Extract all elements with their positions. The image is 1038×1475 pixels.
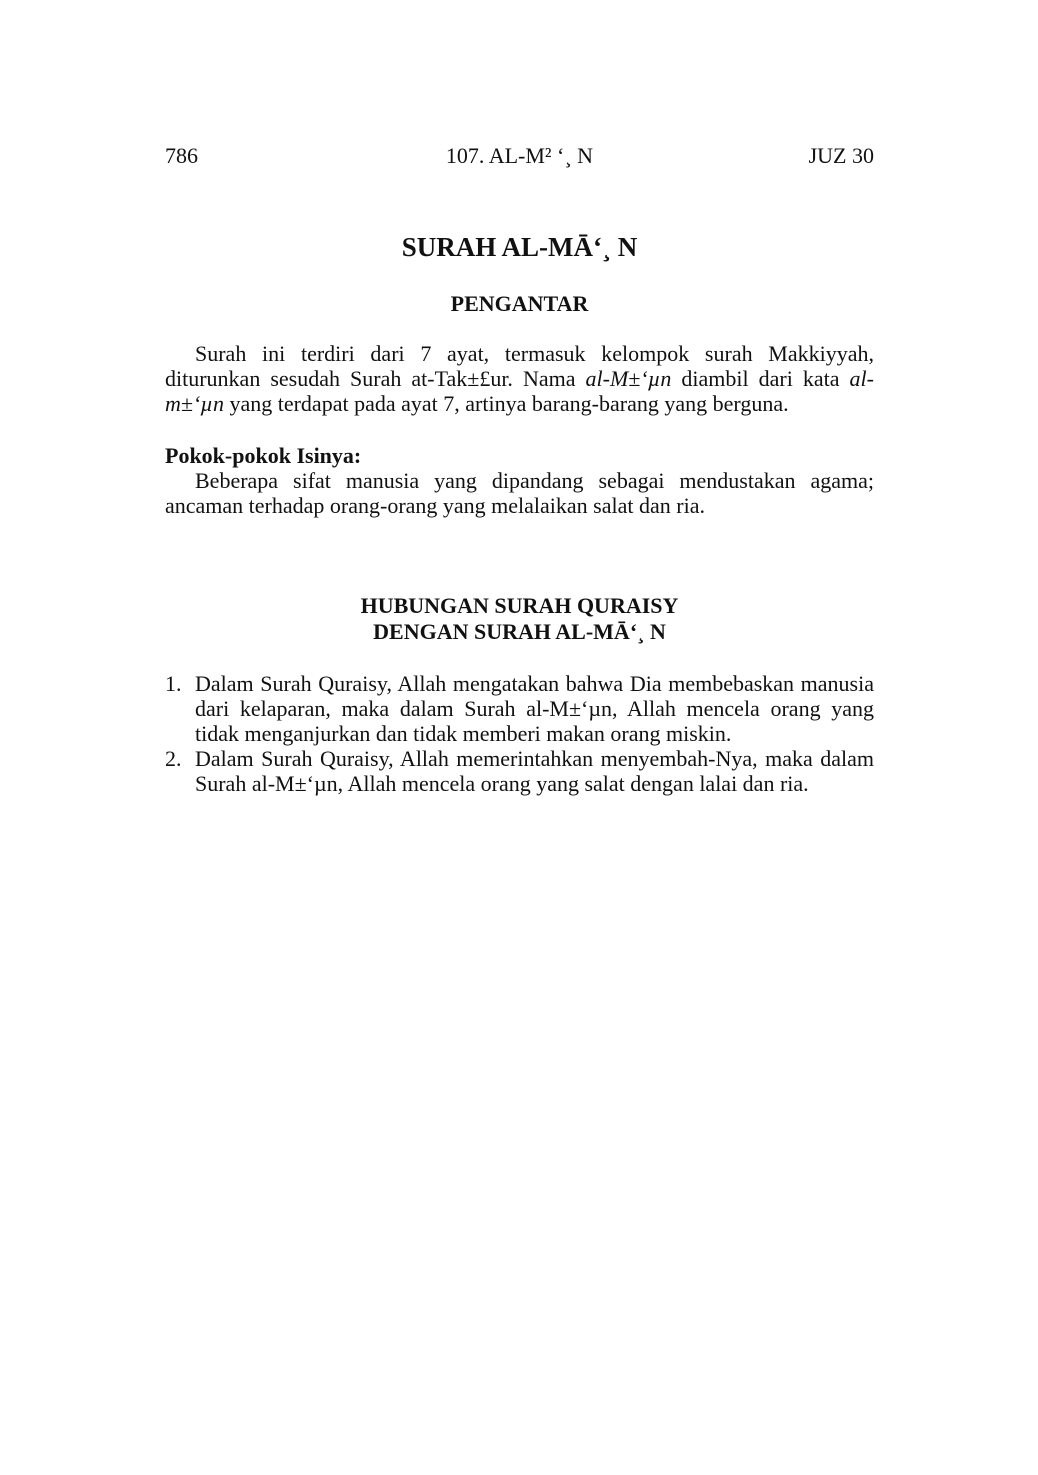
relation-heading-line-2: DENGAN SURAH AL-MĀ‘¸ N [373,619,666,644]
list-item-text: Dalam Surah Quraisy, Allah memerintahkan menyembah-Nya, maka dalam Surah al-M±‘µn, Allah mencela orang yang salat dengan lalai dan ria. [195,746,874,796]
list-item [165,746,874,796]
relation-heading [165,593,874,645]
list-item-number: 2. [165,746,182,771]
intro-italic-1: al-M±‘µn [585,366,672,391]
relation-heading-line-1: HUBUNGAN SURAH QURAISY [360,593,679,618]
section-subtitle: PENGANTAR [450,291,589,316]
list-item-number: 1. [165,671,182,696]
juz-label: JUZ 30 [808,143,874,168]
page-number: 786 [165,143,198,168]
intro-text-2: diambil dari kata [671,366,850,391]
intro-italic-2: al-m±‘µn [165,366,874,416]
intro-text-1: Surah ini terdiri dari 7 ayat, termasuk kelompok surah Makkiyyah, diturunkan sesudah Surah at-Tak±£ur. Nama [165,341,874,391]
pokok-heading: Pokok-pokok Isinya: [165,443,362,468]
list-item-text: Dalam Surah Quraisy, Allah mengatakan bahwa Dia membebaskan manusia dari kelaparan, maka dalam Surah al-M±‘µn, Allah mencela orang yang tidak menganjurkan dan tidak memberi makan orang miskin. [195,671,874,746]
surah-title: SURAH AL-MĀ‘¸ N [401,232,638,262]
relation-list [165,671,874,796]
intro-text-3: yang terdapat pada ayat 7, artinya barang-barang yang berguna. [223,391,789,416]
list-item [165,671,874,746]
intro-paragraph [165,341,874,416]
pokok-body: Beberapa sifat manusia yang dipandang sebagai mendustakan agama; ancaman terhadap orang-orang yang melalaikan salat dan ria. [165,468,874,518]
page-header [165,143,874,173]
running-title: 107. AL-M² ‘¸ N [445,143,594,168]
